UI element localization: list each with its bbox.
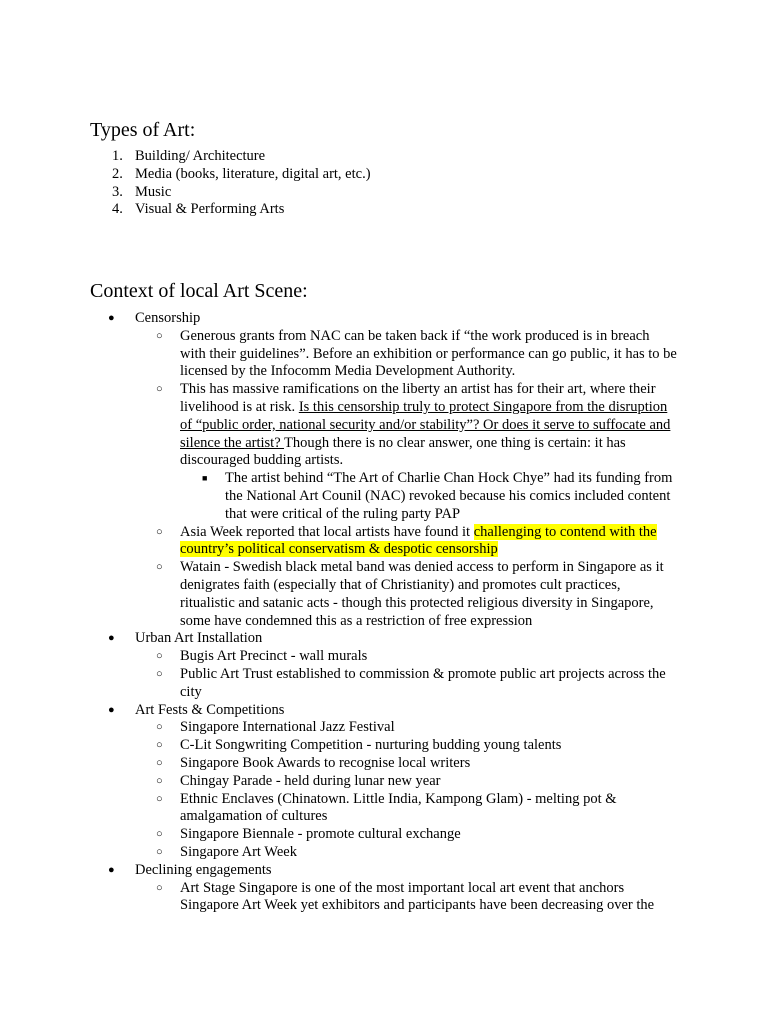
context-list xyxy=(90,310,690,915)
list-item: ○ Art Stage Singapore is one of the most important local art event that anchors Singapore Art Week yet exhibitors and participants have been decreasing over the xyxy=(156,879,655,914)
circle-bullet-icon: ○ xyxy=(156,561,163,574)
list-item-fests: ● Art Fests & Competitions ○ Singapore International Jazz Festival ○ C-Lit Songwriting Competition - nurturing budding young talents ○ Singapore Book Awards to recognise local writers ○ Chingay Parade - held during lunar new year ○ Ethnic Enclaves (Chinatown. Little India, Kampong Glam) - melting pot & amalgamation of cultures ○ Singapore Biennale - promote cultural exchange ○ Singapore Art Week xyxy=(90,702,690,862)
list-item: 4. Visual & Performing Arts xyxy=(112,201,285,218)
list-item: ○ Asia Week reported that local artists have found it challenging to contend with the country’s political conservatism & despotic censorship xyxy=(156,523,657,558)
circle-bullet-icon: ○ xyxy=(156,845,163,858)
list-item: ○ Singapore Biennale - promote cultural exchange xyxy=(156,826,461,843)
urban-sublist xyxy=(135,648,690,701)
circle-bullet-icon: ○ xyxy=(156,667,163,680)
list-item: ○ Singapore Art Week xyxy=(156,843,297,860)
underlined-question: Is this censorship truly to protect Singapore from the disruption of “public order, national security and/or stability”? Or does it serve to suffocate and silence the artist? xyxy=(180,398,671,451)
list-item: ○ Chingay Parade - held during lunar new year xyxy=(156,772,441,789)
list-item: ■ The artist behind “The Art of Charlie Chan Hock Chye” had its funding from the National Art Counil (NAC) revoked because his comics included content that were critical of the ruling party PAP xyxy=(202,470,673,522)
circle-bullet-icon: ○ xyxy=(156,792,163,805)
circle-bullet-icon: ○ xyxy=(156,881,163,894)
circle-bullet-icon: ○ xyxy=(156,828,163,841)
circle-bullet-icon: ○ xyxy=(156,650,163,663)
list-item: ○ Singapore Book Awards to recognise local writers xyxy=(156,754,471,771)
fests-sublist xyxy=(135,719,690,861)
types-heading: Types of Art: xyxy=(90,119,196,141)
bullet-icon: ● xyxy=(108,312,115,324)
censorship-subsublist xyxy=(180,470,690,523)
bullet-icon: ● xyxy=(108,703,115,716)
list-item: ○ C-Lit Songwriting Competition - nurturing budding young talents xyxy=(156,737,562,754)
circle-bullet-icon: ○ xyxy=(156,721,163,734)
list-item-urban: ● Urban Art Installation ○ Bugis Art Precinct - wall murals ○ Public Art Trust established to commission & promote public art projects across the city xyxy=(90,630,690,701)
circle-bullet-icon: ○ xyxy=(156,383,163,396)
bullet-icon: ● xyxy=(108,632,115,645)
circle-bullet-icon: ○ xyxy=(156,774,163,787)
list-item: ○ Bugis Art Precinct - wall murals xyxy=(156,648,368,665)
censorship-sublist xyxy=(135,328,690,631)
bullet-icon: ● xyxy=(108,863,115,876)
circle-bullet-icon: ○ xyxy=(156,525,163,538)
declining-sublist xyxy=(135,880,690,916)
circle-bullet-icon: ○ xyxy=(156,739,163,752)
types-list xyxy=(90,148,371,219)
circle-bullet-icon: ○ xyxy=(156,329,163,342)
context-section xyxy=(90,310,690,915)
list-item: ○ This has massive ramifications on the liberty an artist has for their art, where their livelihood is at risk. Is this censorship truly to protect Singapore from the disruption of “public order, national security and/or stability”? Or does it serve to suffocate and silence the artist? Though there is no clear answer, one thing is certain: it has discouraged budding artists. ■ The artist behind “The Art of Charlie Chan Hock Chye” had its funding from the National Art Counil (NAC) revoked because his comics included content that were critical of the ruling party PAP xyxy=(135,381,690,523)
circle-bullet-icon: ○ xyxy=(156,756,163,769)
list-item: 2. Media (books, literature, digital art, etc.) xyxy=(112,165,371,182)
context-heading: Context of local Art Scene: xyxy=(90,280,308,302)
list-item-censorship: ● Censorship ○ Generous grants from NAC can be taken back if “the work produced is in breach with their guidelines”. Before an exhibition or performance can go public, it has to be licensed by the Infocomm Media Development Authority. ○ This has massive ramifications on the liberty an artist has for their art, where their livelihood is at risk. Is this censorship truly to protect Singapore from the disruption of “public order, national security and/or stability”? Or does it serve to suffocate and silence the artist? Though there is no clear answer, one thing is certain: it has discouraged budding artists. ■ The artist behind “The Art of Charlie Chan Hock Chye” had its funding from the National Art Counil (NAC) revoked because his comics included content that were critical of the ruling party PAP ○ Asia Week reported that local artists have found it challenging to contend with the country’s political conservatism & despotic censorship ○ Watain - Swedish black metal band was denied access to perform in Singapore as it denigrates faith (especially that of Christianity) and promotes cult practices, ritualistic and satanic acts - though this protected religious diversity in Singapore, some have condemned this as a restriction of free expression xyxy=(90,310,690,630)
list-item: 3. Music xyxy=(112,183,172,200)
list-item-declining: ● Declining engagements ○ Art Stage Singapore is one of the most important local art event that anchors Singapore Art Week yet exhibitors and participants have been decreasing over the xyxy=(90,862,690,915)
list-item: ○ Generous grants from NAC can be taken back if “the work produced is in breach with their guidelines”. Before an exhibition or performance can go public, it has to be licensed by the Infocomm Media Development Authority. xyxy=(156,327,677,380)
square-bullet-icon: ■ xyxy=(202,473,208,484)
highlighted-text: challenging to contend with the country’s political conservatism & despotic censorship xyxy=(180,523,657,558)
list-item: ○ Public Art Trust established to commission & promote public art projects across the city xyxy=(156,665,666,700)
list-item: ○ Watain - Swedish black metal band was denied access to perform in Singapore as it denigrates faith (especially that of Christianity) and promotes cult practices, ritualistic and satanic acts - though this protected religious diversity in Singapore, some have condemned this as a restriction of free expression xyxy=(156,559,664,629)
list-item: 1. Building/ Architecture xyxy=(112,148,266,164)
list-item: ○ Singapore International Jazz Festival xyxy=(156,719,395,736)
list-item: ○ Ethnic Enclaves (Chinatown. Little India, Kampong Glam) - melting pot & amalgamation of cultures xyxy=(156,790,617,825)
